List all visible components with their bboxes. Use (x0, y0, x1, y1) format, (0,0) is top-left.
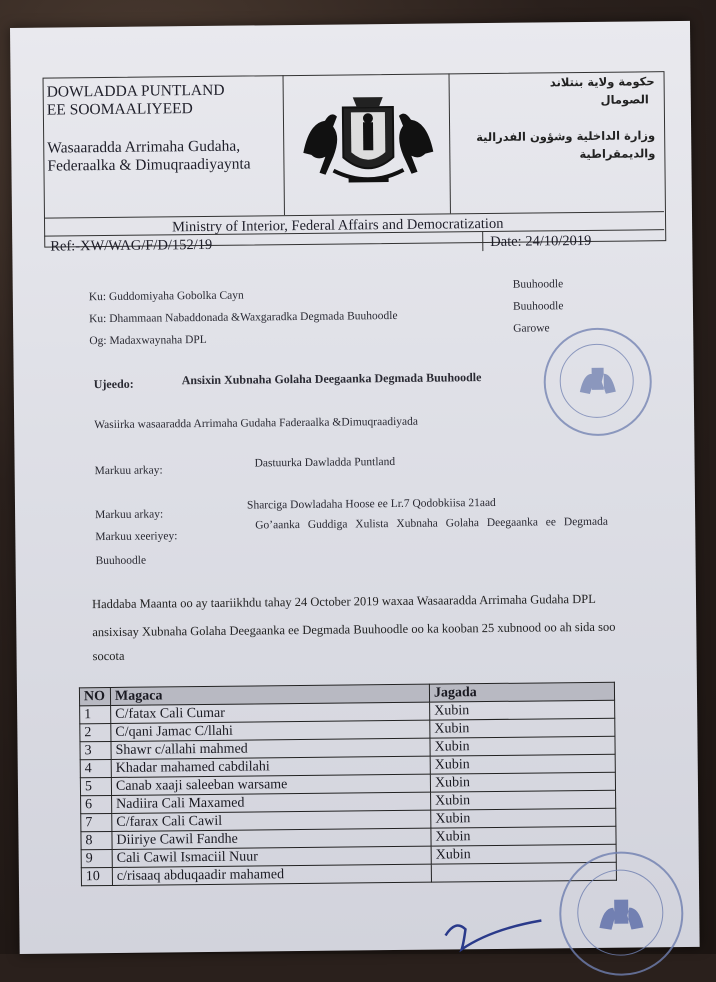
recipient-3-place: Garowe (513, 322, 550, 335)
member-name: Nadiira Cali Maxamed (112, 792, 431, 813)
gov-title-line2: EE SOOMAALIYEED (46, 100, 193, 119)
reference-text-1: Dastuurka Dawladda Puntland (254, 455, 396, 470)
member-name: Canab xaaji saleeban warsame (111, 774, 430, 795)
document-page (10, 21, 700, 954)
reference-number: Ref:-XW/WAG/F/D/152/19 (50, 236, 213, 255)
member-name: Khadar mahamed cabdilahi (111, 756, 430, 777)
row-number: 10 (81, 867, 112, 885)
row-number: 5 (80, 777, 111, 795)
puntland-emblem-icon (293, 81, 444, 203)
ref-date-divider (482, 231, 483, 251)
gov-title-line1: DOWLADDA PUNTLAND (46, 81, 225, 101)
reference-label-3: Markuu xeeriyey: (95, 530, 178, 544)
body-paragraph-line1: Haddaba Maanta oo ay taariikhdu tahay 24 October 2019 waxaa Wasaaradda Arrimaha Gudaha DPL (91, 591, 596, 612)
ministry-ar-line1: وزارة الداخلية وشؤون الفدرالية (476, 128, 656, 145)
row-number: 8 (81, 831, 112, 849)
member-name: C/farax Cali Cawil (112, 810, 431, 831)
gov-title-ar-line1: حكومة ولاية بنتلاند (549, 74, 655, 90)
row-number: 6 (81, 795, 112, 813)
member-role: Xubin (431, 826, 616, 846)
ministry-en: Ministry of Interior, Federal Affairs and Democratization (172, 215, 504, 236)
row-number: 9 (81, 849, 112, 867)
body-paragraph-line2: ansixisay Xubnaha Golaha Deegaanka ee Degmada Buuhoodle oo ka kooban 25 xubnood oo ah sida soo (92, 619, 616, 640)
row-number: 3 (80, 741, 111, 759)
signature-icon (439, 912, 559, 953)
recipient-2: Ku: Dhammaan Nabaddonada &Waxgaradka Degmada Buuhoodle (88, 309, 398, 326)
member-role: Xubin (430, 700, 615, 720)
member-name: Diiriye Cawil Fandhe (112, 828, 431, 849)
reference-text-2: Sharciga Dowladaha Hoose ee Lr.7 Qodobkiisa 21aad (246, 496, 496, 512)
reference-label-1: Markuu arkay: (94, 464, 163, 478)
row-number: 2 (80, 723, 111, 741)
member-role: Xubin (431, 808, 616, 828)
member-name: Cali Cawil Ismaciil Nuur (112, 846, 431, 867)
official-stamp-icon (543, 327, 652, 436)
recipient-1-place: Buuhoodle (512, 278, 564, 291)
member-role: Xubin (431, 790, 616, 810)
reference-label-2: Markuu arkay: (95, 508, 164, 522)
ministry-ar-line2: والديمقراطية (579, 146, 656, 162)
member-role: Xubin (431, 844, 616, 864)
subject-label: Ujeedo: (93, 376, 134, 392)
column-header-role: Jagada (429, 682, 614, 702)
recipient-3: Og: Madaxwaynaha DPL (89, 333, 207, 348)
body-paragraph-line3: socota (92, 648, 125, 664)
member-name: Shawr c/allahi mahmed (111, 738, 430, 759)
member-role: Xubin (430, 754, 615, 774)
column-header-name: Magaca (110, 684, 429, 705)
reference-text-3: Go’aanka Guddiga Xulista Xubnaha Golaha Deegaanka ee Degmada (255, 515, 608, 532)
minister-line: Wasiirka wasaaradda Arrimaha Gudaha Faderaalka &Dimuqraadiyada (94, 415, 419, 432)
subject-text: Ansixin Xubnaha Golaha Deegaanka Degmada Buuhoodle (181, 370, 482, 388)
official-stamp-icon (559, 851, 684, 976)
members-table (79, 682, 617, 887)
row-number: 4 (80, 759, 111, 777)
member-role: Xubin (430, 718, 615, 738)
ministry-so-line2: Federaalka & Dimuqraadiyaynta (47, 155, 251, 175)
member-role: Xubin (430, 772, 615, 792)
reference-text-3-cont: Buuhoodle (95, 554, 147, 568)
column-header-no: NO (79, 687, 110, 705)
ministry-so-line1: Wasaaradda Arrimaha Gudaha, (47, 137, 241, 157)
member-role: Xubin (430, 736, 615, 756)
recipient-2-place: Buuhoodle (512, 300, 564, 313)
document-date: Date: 24/10/2019 (490, 232, 592, 250)
member-name: C/qani Jamac C/llahi (111, 720, 430, 741)
recipient-1: Ku: Guddomiyaha Gobolka Cayn (88, 289, 244, 304)
row-number: 7 (81, 813, 112, 831)
row-number: 1 (80, 705, 111, 723)
member-name: C/fatax Cali Cumar (111, 702, 430, 723)
gov-title-ar-line2: الصومال (600, 92, 649, 107)
member-name: c/risaaq abduqaadir mahamed (112, 864, 431, 885)
